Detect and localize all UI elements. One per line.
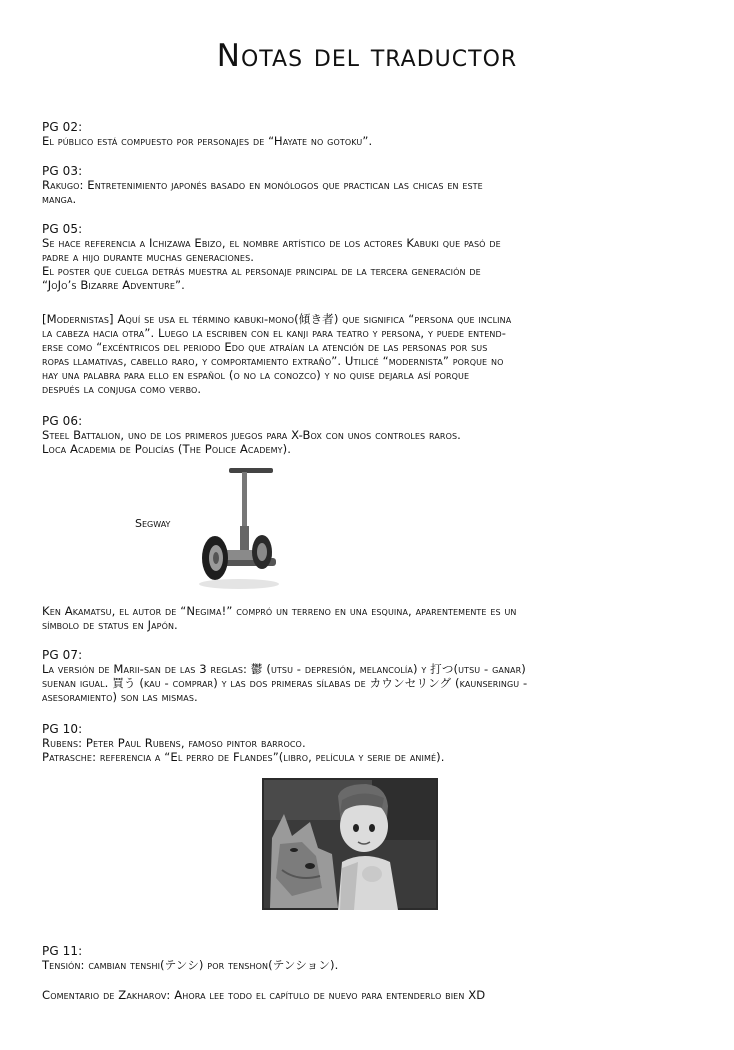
note-pg10 xyxy=(42,722,710,764)
note-line: El público está compuesto por personajes de “Hayate no gotoku”. xyxy=(42,134,373,148)
note-line: Ken Akamatsu, el autor de “Negima!” compró un terreno en una esquina, aparentemente es un xyxy=(42,604,517,618)
segway-image xyxy=(196,466,282,590)
note-line: padre a hijo durante muchas generaciones. xyxy=(42,250,255,264)
note-pg05 xyxy=(42,222,710,292)
note-line: Steel Battalion, uno de los primeros juegos para X-Box con unos controles raros. xyxy=(42,428,461,442)
note-akamatsu xyxy=(42,604,710,632)
note-line: hay una palabra para ello en español (o no la conozco) y no quise dejarla así porque xyxy=(42,368,470,382)
note-line: Patrasche: referencia a “El perro de Flandes”(libro, película y serie de animé). xyxy=(42,750,445,764)
note-line: asesoramiento) son las mismas. xyxy=(42,690,198,704)
note-line: Se hace referencia a Ichizawa Ebizo, el nombre artístico de los actores Kabuki que pasó de xyxy=(42,236,501,250)
note-line: La versión de Marii-san de las 3 reglas: 鬱 (utsu - depresión, melancolía) y 打つ(utsu - ganar) xyxy=(42,662,526,676)
note-pg03 xyxy=(42,164,710,206)
segway-caption: Segway xyxy=(135,517,171,530)
note-pg06 xyxy=(42,414,710,456)
note-label: PG 07: xyxy=(42,648,83,662)
note-label: PG 06: xyxy=(42,414,83,428)
note-line: ropas llamativas, cabello raro, y comportamiento extraño”. Utilicé “modernista” porque no xyxy=(42,354,504,368)
note-label: PG 10: xyxy=(42,722,83,736)
note-line: Tensión: cambian tenshi(テンシ) por tenshon(テンション). xyxy=(42,958,339,972)
note-label: PG 05: xyxy=(42,222,83,236)
note-line: El poster que cuelga detrás muestra al personaje principal de la tercera generación de xyxy=(42,264,481,278)
note-modernistas xyxy=(42,312,710,396)
note-line: [Modernistas] Aquí se usa el término kabuki-mono(傾き者) que significa “persona que inclina xyxy=(42,312,512,326)
note-line: Rubens: Peter Paul Rubens, famoso pintor barroco. xyxy=(42,736,306,750)
note-line: suenan igual. 買う (kau - comprar) y las dos primeras sílabas de カウンセリング (kaunseringu - xyxy=(42,676,528,690)
page-title: Notas del traductor xyxy=(216,38,518,74)
note-pg07 xyxy=(42,648,710,704)
note-line: Loca Academia de Policías (The Police Academy). xyxy=(42,442,292,456)
note-line: Comentario de Zakharov: Ahora lee todo el capítulo de nuevo para entenderlo bien XD xyxy=(42,988,486,1002)
note-line: Rakugo: Entretenimiento japonés basado en monólogos que practican las chicas en este xyxy=(42,178,483,192)
note-line: después la conjuga como verbo. xyxy=(42,382,202,396)
note-label: PG 11: xyxy=(42,944,83,958)
note-pg11 xyxy=(42,944,710,972)
note-line: símbolo de status en Japón. xyxy=(42,618,178,632)
note-label: PG 02: xyxy=(42,120,83,134)
note-pg02 xyxy=(42,120,710,148)
note-line: manga. xyxy=(42,192,77,206)
note-label: PG 03: xyxy=(42,164,83,178)
note-line: erse como “excéntricos del periodo Edo que atraían la atención de las personas por sus xyxy=(42,340,488,354)
note-line: la cabeza hacia otra”. Luego la escriben con el kanji para teatro y persona, y puede entend- xyxy=(42,326,506,340)
note-line: “JoJo’s Bizarre Adventure”. xyxy=(42,278,185,292)
patrasche-image xyxy=(262,778,438,910)
note-comment xyxy=(42,988,710,1002)
